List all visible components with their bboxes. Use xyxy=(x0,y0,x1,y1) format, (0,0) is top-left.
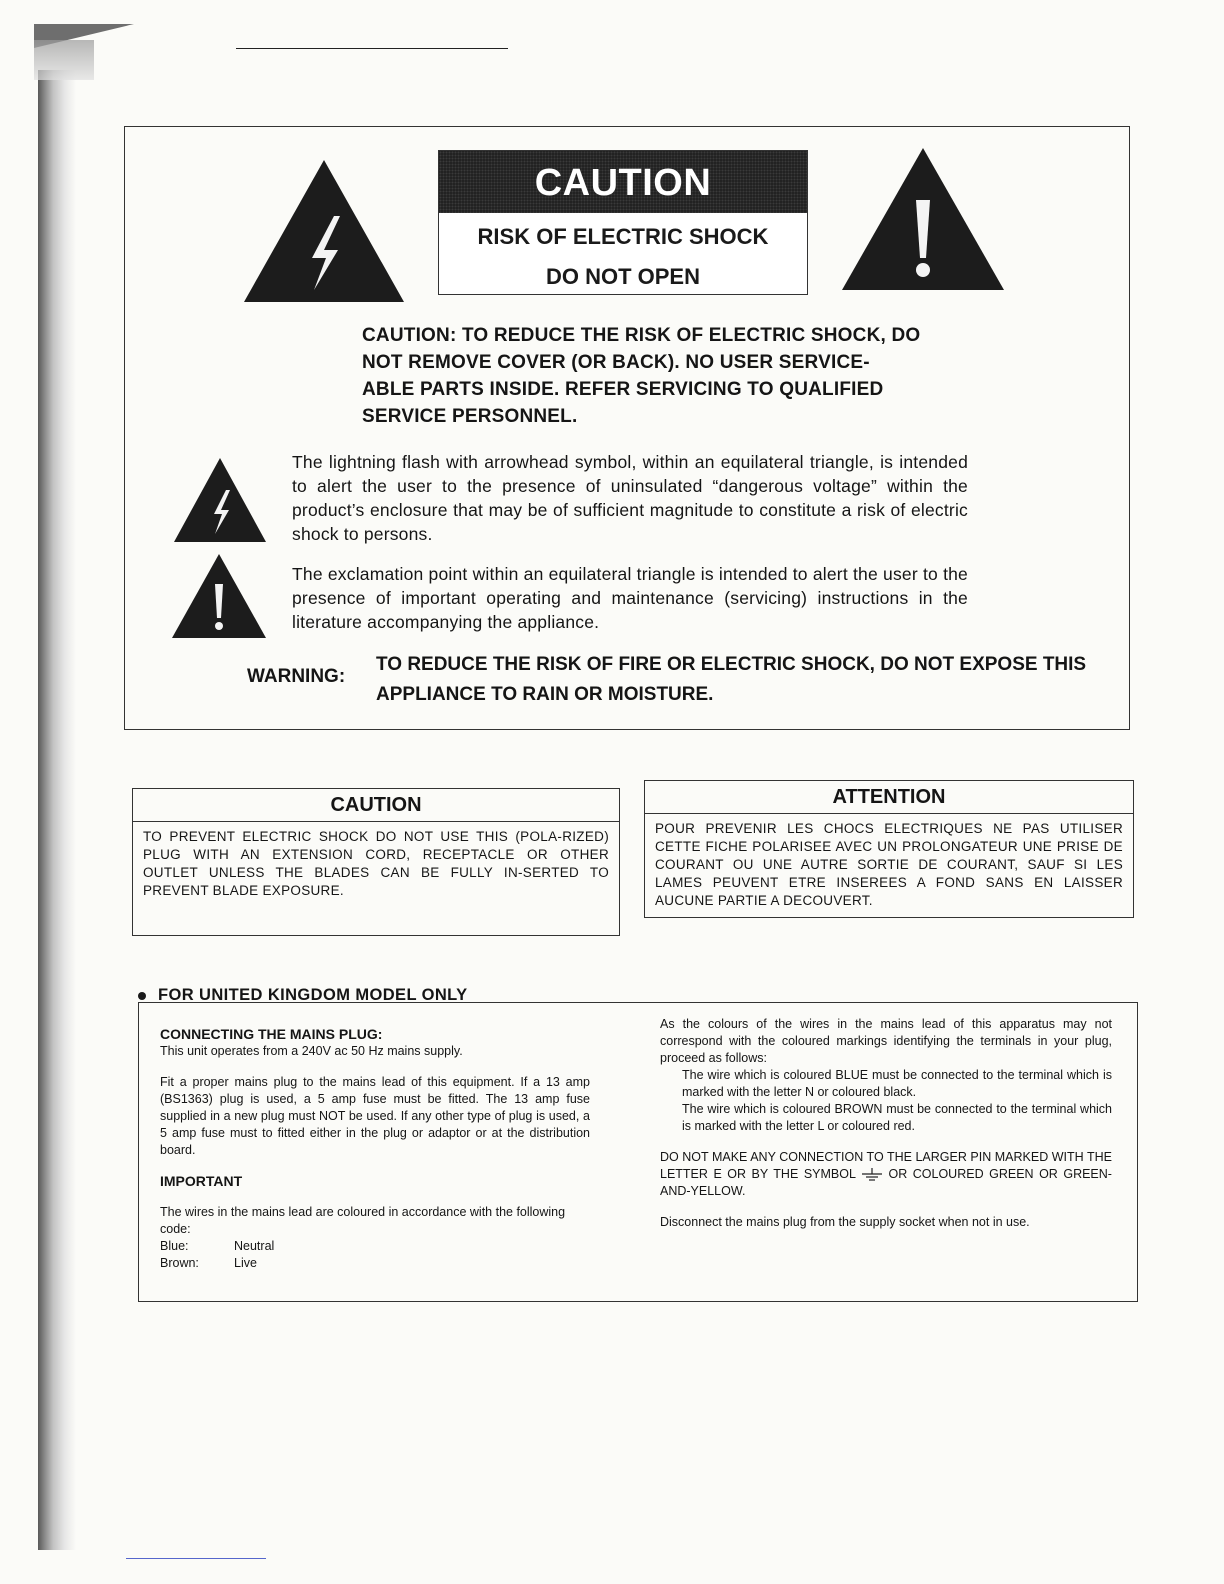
colour-mismatch-intro: As the colours of the wires in the mains lead of this apparatus may not correspond with the coloured markings identifying the terminals in your plug, proceed as follows: xyxy=(660,1017,1112,1065)
bottom-rule-line xyxy=(126,1558,266,1559)
scan-shadow-edge xyxy=(38,70,76,1550)
important-heading: IMPORTANT xyxy=(160,1173,243,1189)
scan-corner-shade xyxy=(34,40,94,80)
caution-box-title: CAUTION xyxy=(133,789,619,822)
attention-box-body: POUR PREVENIR LES CHOCS ELECTRIQUES NE PAS UTILISER CETTE FICHE POLARISEE AVEC UN PROLONGATEUR UNE PRISE DE COURANT OU UNE AUTRE SORTIE DE COURANT, SAUF SI LES LAMES PEUVENT ETRE INSEREES A FOND SANS EN LAISSER AUCUNE PARTIE A DECOUVERT. xyxy=(655,821,1123,908)
blue-wire-rule: The wire which is coloured BLUE must be connected to the terminal which is marked with the letter N or coloured black. xyxy=(682,1068,1112,1099)
fuse-instructions: Fit a proper mains plug to the mains lead of this equipment. If a 13 amp (BS1363) plug is used, a 5 amp fuse must be fitted. The 13 amp fuse supplied in a new plug must NOT be used. If any other type of plug is used, a 5 amp fuse must to fitted either in the plug or adaptor or at the distribution board. xyxy=(160,1075,590,1157)
bullet-icon xyxy=(138,992,146,1000)
risk-of-shock-line: RISK OF ELECTRIC SHOCK xyxy=(477,224,769,249)
caution-banner-title: CAUTION xyxy=(439,151,807,213)
do-not-open-line: DO NOT OPEN xyxy=(545,264,700,289)
blue-value: Neutral xyxy=(234,1239,275,1253)
brown-wire-rule: The wire which is coloured BROWN must be connected to the terminal which is marked with the letter L or coloured red. xyxy=(682,1102,1112,1133)
caution-polarized-box xyxy=(132,788,620,936)
connecting-mains-plug-title: CONNECTING THE MAINS PLUG: xyxy=(160,1026,383,1042)
exclamation-triangle-icon xyxy=(840,146,1006,292)
blue-label: Blue: xyxy=(160,1239,189,1253)
supply-statement: This unit operates from a 240V ac 50 Hz mains supply. xyxy=(160,1044,463,1058)
earth-ground-icon xyxy=(861,1168,883,1182)
uk-left-column xyxy=(160,1026,590,1272)
top-rule-line xyxy=(236,48,508,49)
code-row-brown xyxy=(160,1255,590,1272)
brown-label: Brown: xyxy=(160,1256,199,1270)
lightning-symbol-small-icon xyxy=(172,456,268,544)
lightning-triangle-icon xyxy=(242,158,406,304)
attention-polarized-box xyxy=(644,780,1134,918)
uk-right-column xyxy=(660,1016,1112,1231)
uk-heading-text: FOR UNITED KINGDOM MODEL ONLY xyxy=(158,986,468,1004)
disconnect-advice: Disconnect the mains plug from the supply socket when not in use. xyxy=(660,1215,1030,1229)
wire-code-intro: The wires in the mains lead are coloured in accordance with the following code: xyxy=(160,1205,566,1236)
attention-box-title: ATTENTION xyxy=(645,781,1133,814)
warning-text: TO REDUCE THE RISK OF FIRE OR ELECTRIC SHOCK, DO NOT EXPOSE THIS APPLIANCE TO RAIN OR MOISTURE. xyxy=(376,654,1087,705)
lightning-explanation: The lightning flash with arrowhead symbol, within an equilateral triangle, is intended to alert the user to the presence of uninsulated “dangerous voltage” within the product’s enclosure that may be of sufficient magnitude to constitute a risk of electric shock to persons. xyxy=(292,452,968,544)
warning-label: WARNING: xyxy=(247,666,346,687)
code-row-blue xyxy=(160,1238,590,1255)
caution-label-banner xyxy=(438,150,808,295)
brown-value: Live xyxy=(234,1256,257,1270)
caution-box-body: TO PREVENT ELECTRIC SHOCK DO NOT USE THIS (POLA-RIZED) PLUG WITH AN EXTENSION CORD, RECEPTACLE OR OTHER OUTLET UNLESS THE BLADES CAN BE FULLY IN-SERTED TO PREVENT BLADE EXPOSURE. xyxy=(143,829,609,898)
earth-pin-rule xyxy=(660,1149,1112,1200)
earth-rule-part-a: DO NOT MAKE ANY CONNECTION TO THE LARGER PIN MARKED WITH THE LETTER E OR BY THE SYMBOL xyxy=(660,1150,1112,1181)
exclamation-symbol-small-icon xyxy=(170,552,268,640)
caution-statement: CAUTION: TO REDUCE THE RISK OF ELECTRIC SHOCK, DO NOT REMOVE COVER (OR BACK). NO USER SERVICE-ABLE PARTS INSIDE. REFER SERVICING TO QUALIFIED SERVICE PERSONNEL. xyxy=(362,325,921,427)
exclamation-explanation: The exclamation point within an equilateral triangle is intended to alert the user to the presence of important operating and maintenance (servicing) instructions in the literature accompanying the appliance. xyxy=(292,564,968,632)
earth-rule-part-b: OR COLOURED GREEN OR GREEN-AND-YELLOW. xyxy=(660,1167,1112,1198)
